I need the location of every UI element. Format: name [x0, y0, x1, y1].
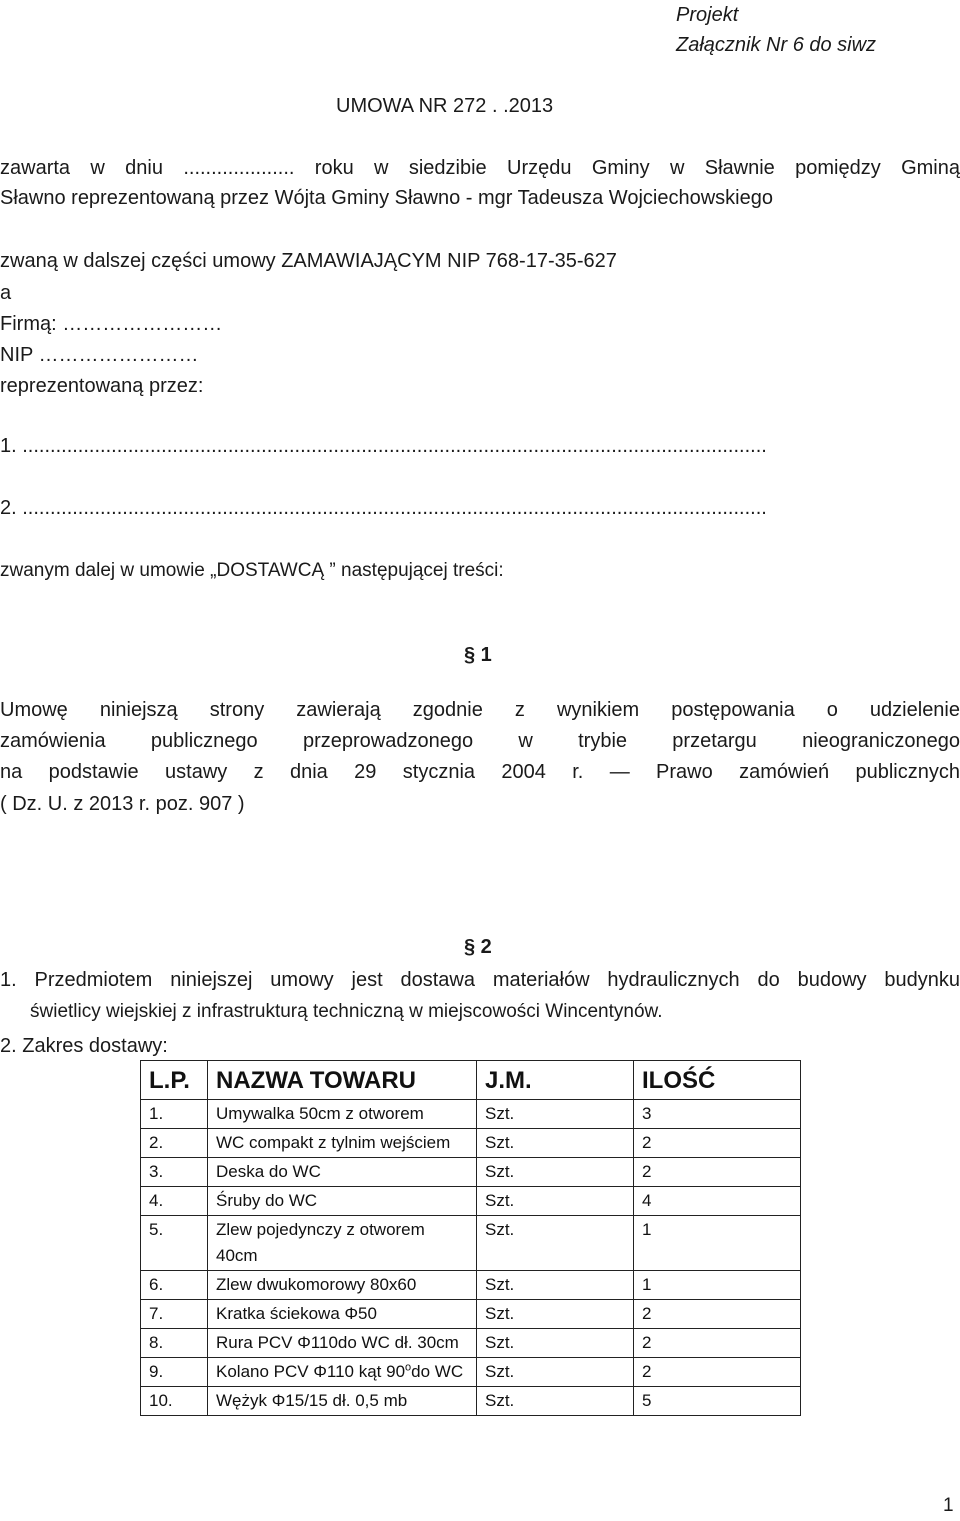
cell-name: Umywalka 50cm z otworem: [208, 1100, 477, 1129]
cell-unit: Szt.: [477, 1187, 634, 1216]
header-name: NAZWA TOWARU: [208, 1061, 477, 1100]
cell-lp: 8.: [141, 1329, 208, 1358]
intro-line-2: Sławno reprezentowaną przez Wójta Gminy Sławno - mgr Tadeusza Wojciechowskiego: [0, 187, 773, 209]
cell-quantity: 1: [634, 1216, 801, 1271]
cell-quantity: 3: [634, 1100, 801, 1129]
representative-1: 1. ......................................................................................................................................: [0, 435, 767, 457]
cell-lp: 7.: [141, 1300, 208, 1329]
table-row: [141, 1358, 801, 1387]
section-2-point-1-line-2: świetlicy wiejskiej z infrastrukturą techniczną w miejscowości Wincentynów.: [30, 1001, 663, 1022]
intro-line-a: a: [0, 282, 12, 304]
cell-name: Rura PCV Φ110do WC dł. 30cm: [208, 1329, 477, 1358]
table-row: [141, 1129, 801, 1158]
cell-quantity: 2: [634, 1129, 801, 1158]
cell-unit: Szt.: [477, 1387, 634, 1416]
cell-unit: Szt.: [477, 1158, 634, 1187]
cell-lp: 9.: [141, 1358, 208, 1387]
cell-quantity: 2: [634, 1329, 801, 1358]
section-1-heading: § 1: [464, 644, 492, 666]
section-2-heading: § 2: [464, 936, 492, 958]
cell-unit: Szt.: [477, 1271, 634, 1300]
cell-quantity: 2: [634, 1300, 801, 1329]
degree-sign: o: [405, 1361, 412, 1374]
page-number: 1: [943, 1495, 954, 1516]
cell-quantity: 5: [634, 1387, 801, 1416]
cell-name: Zlew pojedynczy z otworem 40cm: [208, 1216, 477, 1271]
cell-lp: 6.: [141, 1271, 208, 1300]
cell-name: Zlew dwukomorowy 80x60: [208, 1271, 477, 1300]
section-1-line-4: ( Dz. U. z 2013 r. poz. 907 ): [0, 793, 245, 815]
firm-field: Firmą: ……………………: [0, 313, 223, 335]
cell-name: Śruby do WC: [208, 1187, 477, 1216]
represented-by-label: reprezentowaną przez:: [0, 375, 204, 397]
section-1-line-1: Umowę niniejszą strony zawierają zgodnie z wynikiem postępowania o udzielenie: [0, 699, 960, 721]
intro-line-1: zawarta w dniu .................... roku w siedzibie Urzędu Gminy w Sławnie pomiędzy Gminą: [0, 157, 960, 179]
table-row: [141, 1100, 801, 1129]
section-1-line-3: na podstawie ustawy z dnia 29 stycznia 2004 r. — Prawo zamówień publicznych: [0, 761, 960, 783]
representative-2: 2. ......................................................................................................................................: [0, 497, 767, 519]
attachment-label: Załącznik Nr 6 do siwz: [676, 34, 877, 56]
cell-name: Kratka ściekowa Φ50: [208, 1300, 477, 1329]
supplier-line: [0, 558, 504, 584]
table-row: [141, 1216, 801, 1271]
section-2-point-2: 2. Zakres dostawy:: [0, 1035, 168, 1057]
nip-field: NIP ……………………: [0, 344, 199, 366]
cell-quantity: 2: [634, 1358, 801, 1387]
table-row: [141, 1158, 801, 1187]
cell-lp: 4.: [141, 1187, 208, 1216]
cell-lp: 5.: [141, 1216, 208, 1271]
cell-quantity: 2: [634, 1158, 801, 1187]
table-row: [141, 1329, 801, 1358]
cell-lp: 3.: [141, 1158, 208, 1187]
intro-line-3: zwaną w dalszej części umowy ZAMAWIAJĄCYM NIP 768-17-35-627: [0, 250, 617, 272]
header-quantity: ILOŚĆ: [634, 1061, 801, 1100]
cell-lp: 1.: [141, 1100, 208, 1129]
section-2-point-1-line-1: 1. Przedmiotem niniejszej umowy jest dostawa materiałów hydraulicznych do budowy budynku: [0, 969, 960, 991]
cell-lp: 2.: [141, 1129, 208, 1158]
cell-name: WC compakt z tylnim wejściem: [208, 1129, 477, 1158]
section-1-line-2: zamówienia publicznego przeprowadzonego w trybie przetargu nieograniczonego: [0, 730, 960, 752]
table-row: [141, 1387, 801, 1416]
table-row: [141, 1187, 801, 1216]
cell-name: Deska do WC: [208, 1158, 477, 1187]
cell-unit: Szt.: [477, 1300, 634, 1329]
cell-name: Wężyk Φ15/15 dł. 0,5 mb: [208, 1387, 477, 1416]
cell-name-tail: do WC: [411, 1362, 464, 1381]
cell-name: [208, 1358, 477, 1387]
contract-title: UMOWA NR 272 . .2013: [336, 95, 554, 117]
supplier-name: „DOSTAWCĄ ”: [210, 560, 336, 581]
goods-table: [140, 1060, 801, 1416]
table-header-row: [141, 1061, 801, 1100]
supplier-line-suffix: następującej treści:: [335, 560, 504, 581]
cell-unit: Szt.: [477, 1129, 634, 1158]
table-row: [141, 1271, 801, 1300]
cell-lp: 10.: [141, 1387, 208, 1416]
cell-unit: Szt.: [477, 1216, 634, 1271]
header-unit: J.M.: [477, 1061, 634, 1100]
cell-unit: Szt.: [477, 1100, 634, 1129]
supplier-line-prefix: zwanym dalej w umowie: [0, 560, 211, 581]
cell-name-main: Kolano PCV Φ110 kąt 90: [216, 1362, 406, 1381]
header-lp: L.P.: [141, 1061, 208, 1100]
cell-quantity: 4: [634, 1187, 801, 1216]
project-label: Projekt: [676, 4, 739, 26]
cell-unit: Szt.: [477, 1329, 634, 1358]
cell-unit: Szt.: [477, 1358, 634, 1387]
table-row: [141, 1300, 801, 1329]
cell-quantity: 1: [634, 1271, 801, 1300]
